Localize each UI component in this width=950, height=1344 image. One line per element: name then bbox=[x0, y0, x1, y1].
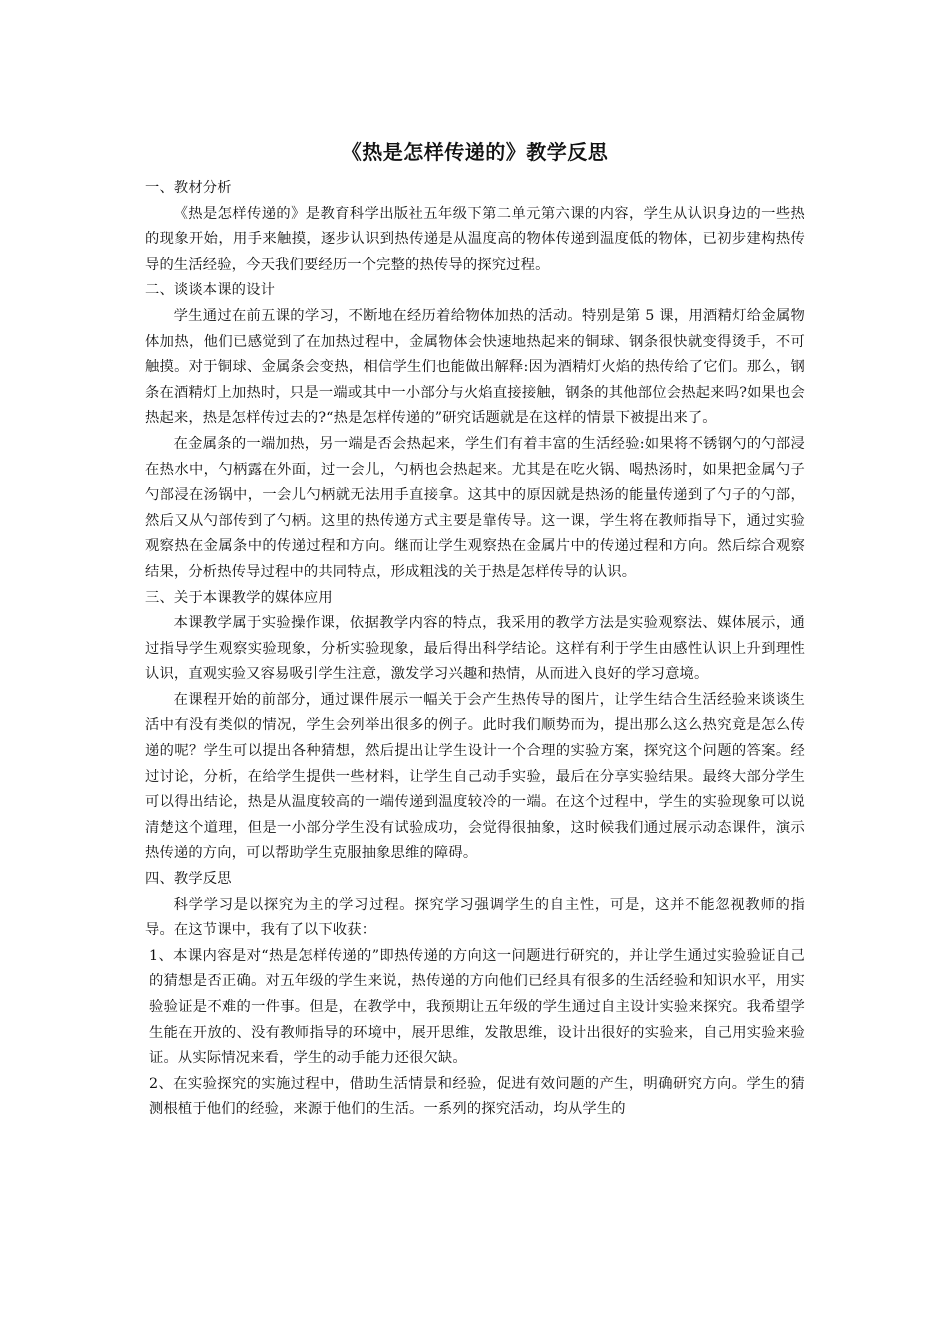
section-media-application bbox=[145, 586, 805, 868]
section-textbook-analysis bbox=[145, 176, 805, 278]
list-item: 1、本课内容是对“热是怎样传递的”即热传递的方向这一问题进行研究的，并让学生通过实验验证自己的猜想是否正确。对五年级的学生来说，热传递的方向他们已经具有很多的生活经验和知识水平，用实验验证是不难的一件事。但是，在教学中，我预期让五年级的学生通过自主设计实验来探究。我希望学生能在开放的、没有教师指导的环境中，展开思维，发散思维，设计出很好的实验来，自己用实验来验证。从实际情况来看，学生的动手能力还很欠缺。 bbox=[149, 947, 805, 1067]
paragraph: 在课程开始的前部分，通过课件展示一幅关于会产生热传导的图片，让学生结合生活经验来谈谈生活中有没有类似的情况，学生会列举出很多的例子。此时我们顺势而为，提出那么这么热究竟是怎么传递的呢？学生可以提出各种猜想，然后提出让学生设计一个合理的实验方案，探究这个问题的答案。经过讨论，分析，在给学生提供一些材料，让学生自己动手实验，最后在分享实验结果。最终大部分学生可以得出结论，热是从温度较高的一端传递到温度较冷的一端。在这个过程中，学生的实验现象可以说清楚这个道理，但是一小部分学生没有试验成功，会觉得很抽象，这时候我们通过展示动态课件，演示热传递的方向，可以帮助学生克服抽象思维的障碍。 bbox=[145, 691, 805, 862]
document-page bbox=[145, 138, 805, 1123]
paragraph: 科学学习是以探究为主的学习过程。探究学习强调学生的自主性，可是，这并不能忽视教师的指导。在这节课中，我有了以下收获： bbox=[145, 896, 805, 939]
section-heading: 三、关于本课教学的媒体应用 bbox=[145, 589, 333, 606]
paragraph: 在金属条的一端加热，另一端是否会热起来，学生们有着丰富的生活经验:如果将不锈钢勺的勺部浸在热水中，勺柄露在外面，过一会儿，勺柄也会热起来。尤其是在吃火锅、喝热汤时，如果把金属勺子勺部浸在汤锅中，一会儿勺柄就无法用手直接拿。这其中的原因就是热汤的能量传递到了勺子的勺部，然后又从勺部传到了勺柄。这里的热传递方式主要是靠传导。这一课，学生将在教师指导下，通过实验观察热在金属条中的传递过程和方向。继而让学生观察热在金属片中的传递过程和方向。然后综合观察结果，分析热传导过程中的共同特点，形成粗浅的关于热是怎样传导的认识。 bbox=[145, 435, 805, 580]
paragraph: 本课教学属于实验操作课，依据教学内容的特点，我采用的教学方法是实验观察法、媒体展示，通过指导学生观察实验现象，分析实验现象，最后得出科学结论。这样有利于学生由感性认识上升到理性认识，直观实验又容易吸引学生注意，激发学习兴趣和热情，从而进入良好的学习意境。 bbox=[145, 615, 805, 683]
section-heading: 四、教学反思 bbox=[145, 871, 232, 888]
document-title: 《热是怎样传递的》教学反思 bbox=[341, 140, 609, 164]
paragraph: 学生通过在前五课的学习，不断地在经历着给物体加热的活动。特别是第 5 课，用酒精灯给金属物体加热，他们已感觉到了在加热过程中，金属物体会快速地热起来的铜球、钢条很快就变得烫手，不可触摸。对于铜球、金属条会变热，相信学生们也能做出解释:因为酒精灯火焰的热传给了它们。那么，钢条在酒精灯上加热时，只是一端或其中一小部分与火焰直接接触，钢条的其他部位会热起来吗?如果也会热起来，热是怎样传过去的?“热是怎样传递的”研究话题就是在这样的情景下被提出来了。 bbox=[145, 307, 805, 427]
section-heading: 一、教材分析 bbox=[145, 180, 232, 196]
list-item: 2、在实验探究的实施过程中，借助生活情景和经验，促进有效问题的产生，明确研究方向。学生的猜测根植于他们的经验，来源于他们的生活。一系列的探究活动，均从学生的 bbox=[149, 1075, 805, 1118]
section-lesson-design bbox=[145, 278, 805, 585]
section-heading: 二、谈谈本课的设计 bbox=[145, 282, 276, 299]
paragraph: 《热是怎样传递的》是教育科学出版社五年级下第二单元第六课的内容，学生从认识身边的一些热的现象开始，用手来触摸，逐步认识到热传递是从温度高的物体传递到温度低的物体，已初步建构热传导的生活经验，今天我们要经历一个完整的热传导的探究过程。 bbox=[145, 205, 805, 273]
section-teaching-reflection bbox=[145, 867, 805, 1123]
